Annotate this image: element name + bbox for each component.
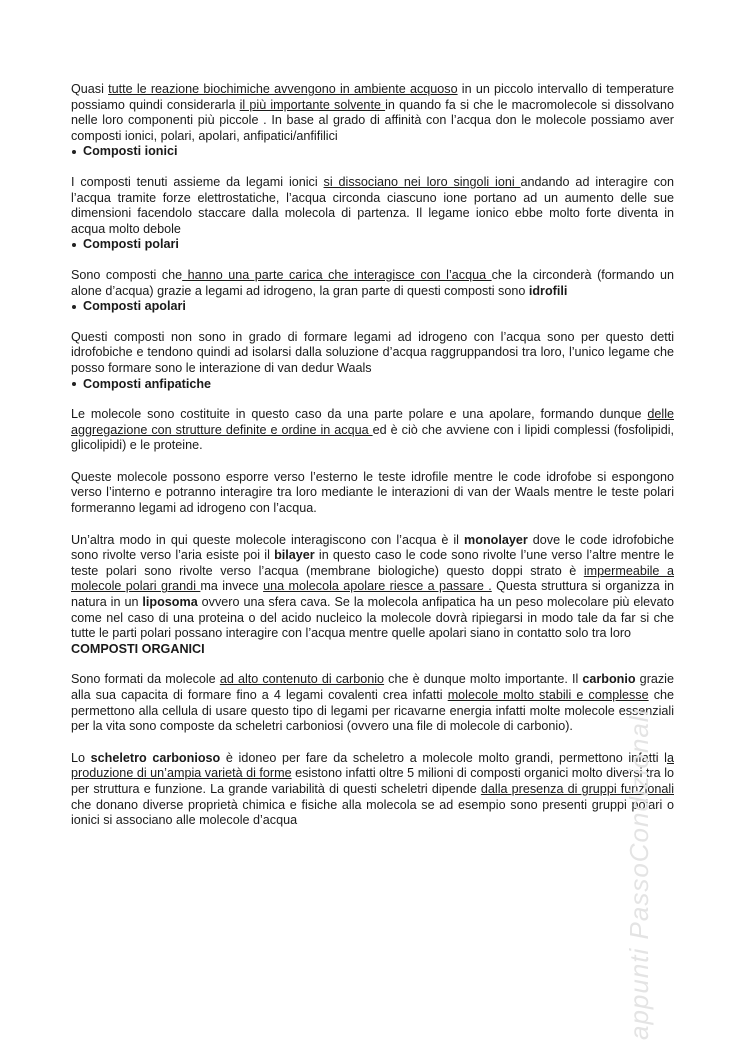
text: Quasi — [71, 82, 109, 96]
underlined-text: delle aggregazione con strutture definite e ordine in acqua — [71, 407, 674, 437]
organici-paragraph-1 — [71, 672, 674, 734]
heading-composti-organici: COMPOSTI ORGANICI — [71, 641, 205, 656]
text: Sono formati da molecole — [71, 672, 220, 687]
document-body — [71, 82, 674, 829]
bold-text: idrofili — [528, 283, 568, 298]
text: in un piccolo intervallo di temperature possiamo quindi considerarla — [71, 82, 675, 112]
anfipatiche-paragraph-3 — [71, 533, 674, 642]
underlined-text: dalla presenza di gruppi funzionali — [480, 781, 674, 796]
text: I composti tenuti assieme da legami ionici — [71, 174, 324, 189]
text: Sono composti che — [71, 267, 183, 282]
underlined-text: a produzione di un’ampia varietà di forme — [71, 750, 674, 781]
underlined-text: impermeabile a molecole polari grandi — [71, 563, 674, 594]
text: Un’altra modo in qui queste molecole interagiscono con l’acqua è il — [71, 532, 465, 547]
text: che permettono alla cellula di usare questo tipo di legami per ricavarne energia infatti molte molecole essenziali per la vita sono composte da scheletri carboniosi (ovvero una file di molecole di carbonio). — [71, 688, 674, 734]
anfipatiche-paragraph-2: Queste molecole possono esporre verso l’esterno le teste idrofile mentre le code idrofobe si espongono verso l’interno e potranno interagire tra loro mediante le interazioni di van der Waals mentre le teste polari formeranno legami ad idrogeno con l’acqua. — [71, 469, 674, 516]
underlined-text: molecole molto stabili e complesse — [447, 688, 649, 702]
heading-text: Composti polari — [83, 237, 179, 252]
bullet-icon — [72, 150, 76, 154]
text: ma invece — [200, 579, 264, 594]
underlined-text: ad alto contenuto di carbonio — [219, 672, 385, 687]
text: in quando fa si che le macromolecole si dissolvano nelle loro componenti più piccole . In base al grado di affinità con l’acqua don le molecole possiamo aver composti ionici, polari, apolari, anfipatici/anfifilici — [71, 97, 675, 143]
bullet-icon — [72, 243, 76, 247]
underlined-text: tutte le reazione biochimiche avvengono in ambiente acquoso — [108, 82, 458, 96]
bold-text: bilayer — [274, 548, 315, 563]
underlined-text: hanno una parte carica che interagisce con l’acqua — [182, 267, 492, 282]
anfipatiche-paragraph-1 — [71, 407, 674, 454]
bullet-icon — [72, 305, 76, 309]
heading-text: Composti anfipatiche — [83, 376, 212, 391]
bold-text: carbonio — [582, 672, 636, 687]
underlined-text: si dissociano nei loro singoli ioni — [323, 174, 521, 189]
text: che la circonderà (formando un alone d’acqua) grazie a legami ad idrogeno, la gran parte di questi composti sono — [71, 267, 675, 298]
text: Lo — [71, 750, 91, 765]
bullet-icon — [72, 382, 76, 386]
text: è idoneo per fare da scheletro a molecole molto grandi, permettono infatti l — [220, 750, 667, 765]
text: Le molecole sono costituite in questo caso da una parte polare e una apolare, formando dunque — [71, 407, 648, 422]
heading-composti-apolari — [71, 299, 674, 315]
underlined-text: il più importante solvente — [239, 97, 386, 112]
organici-paragraph-2 — [71, 751, 674, 829]
text: che donano diverse proprietà chimica e fisiche alla molecola se ad esempio sono presenti gruppi polari o ionici si associano alle molecole d’acqua — [71, 797, 674, 828]
underlined-text: una molecola apolare riesce a passare . — [263, 579, 492, 594]
text: in questo caso le code sono rivolte l’une verso l’altre mentre le teste polari sono rivolte verso l’acqua (membrane biologiche) questo doppi strato è — [71, 548, 674, 578]
bold-text: scheletro carbonioso — [90, 750, 221, 765]
apolari-paragraph: Questi composti non sono in grado di formare legami ad idrogeno con l’acqua sono per questo detti idrofobiche e tendono quindi ad isolarsi dalla soluzione d’acqua raggruppandosi tra loro, l’unico legame che posso formare sono le interazione di van dedur Waals — [71, 329, 674, 375]
text: ed è ciò che avviene con i lipidi complessi (fosfolipidi, glicolipidi) e le proteine. — [71, 422, 674, 453]
text: dove le code idrofobiche sono rivolte verso l’aria esiste poi il — [71, 532, 674, 563]
heading-composti-polari — [71, 237, 674, 253]
heading-composti-anfipatiche — [71, 377, 674, 393]
bold-text: monolayer — [464, 532, 528, 547]
text: Questa struttura si organizza in natura in un — [71, 579, 674, 610]
bold-text: liposoma — [142, 595, 198, 610]
text: esistono infatti oltre 5 milioni di composti organici molto diversi tra lo per struttura e funzione. La grande variabilità di questi scheletri dipende — [71, 766, 674, 796]
text: ovvero una sfera cava. Se la molecola anfipatica ha un peso molecolare più elevato come nel caso di una proteina o del acido nucleico la molecole dovrà ripiegarsi in modo tale da far si che tutte le parti polari possano interagire con l’acqua mentre quelle apolari siano in contatto solo tra loro — [71, 595, 674, 641]
polari-paragraph — [71, 268, 674, 299]
heading-text: Composti apolari — [83, 299, 186, 314]
ionici-paragraph — [71, 175, 674, 237]
intro-paragraph — [71, 82, 674, 144]
text: andando ad interagire con l’acqua tramite forze elettrostatiche, l’acqua circonda ciascuno ione portano ad un aumento delle sue dimensioni facendolo staccare dalla molecola di partenza. Il legame ionico ebbe molto forte diventa in acqua molto debole — [71, 174, 675, 236]
heading-text: Composti ionici — [83, 144, 178, 159]
text: che è dunque molto importante. Il — [384, 672, 583, 687]
heading-composti-ionici — [71, 144, 674, 160]
text: grazie alla sua capacita di formare fino a 4 legami covalenti crea infatti — [71, 672, 674, 702]
watermark: appunti PassoCondizionali — [624, 708, 654, 1040]
